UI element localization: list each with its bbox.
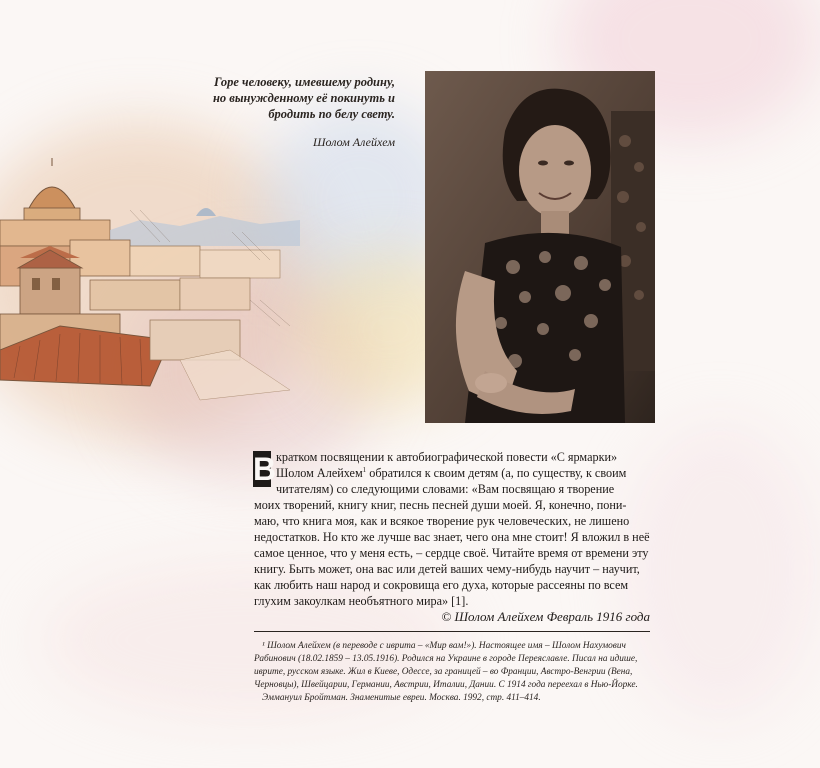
footnote-divider <box>254 631 650 632</box>
body-line: как любить наш народ и сокровища его духа, которые рассеяны по всем <box>254 578 629 592</box>
drop-cap: В <box>253 451 277 487</box>
footnote-line: ¹ Шолом Алейхем (в переводе с иврита – «Мир вам!»). Настоящее имя – Шолом Нахумович <box>262 641 626 651</box>
body-line: книгу. Быть может, она вас или детей ваших чему-нибудь научит – научит, <box>254 562 640 576</box>
epigraph-line: но вынужденному её покинуть и <box>212 91 395 105</box>
signature: © Шолом Алейхем Февраль 1916 года <box>441 609 650 624</box>
body-line: моих творений, книгу книг, песнь песней души моей. Я, конечно, пони- <box>254 498 627 512</box>
epigraph-line: Горе человеку, имевшему родину, <box>213 75 395 89</box>
footnote-line: иврите, русском языке. Жил в Киеве, Одессе, за границей – во Франции, Австро-Венгрии (Вена, <box>254 667 633 677</box>
footnote-line: Черновцы), Швейцарии, Германии, Австрии, Италии, Дании. С 1914 года переехал в Нью-Йорке. <box>254 680 638 690</box>
body-line: маю, что книга моя, как и всякое творение рук человеческих, не лишено <box>254 514 630 528</box>
body-line: читателям) со следующими словами: «Вам посвящаю я творение <box>276 482 615 496</box>
epigraph-author: Шолом Алейхем <box>313 135 395 149</box>
epigraph-quote <box>170 74 395 122</box>
body-line: глухим закоулкам необъятного мира» [1]. <box>254 594 469 608</box>
body-line: самое ценное, что у меня есть, – сердце своё. Читайте время от времени эту <box>254 546 649 560</box>
footnote-marker: 1 <box>362 465 367 474</box>
epigraph-line: бродить по белу свету. <box>268 107 395 121</box>
footnote-source: Эммануил Бройтман. Знаменитые евреи. Москва. 1992, стр. 411–414. <box>262 693 541 703</box>
body-line: кратком посвящении к автобиографической повести «С ярмарки» <box>276 450 618 464</box>
body-line: недостатков. Но кто же лучше вас знает, чего она мне стоит! Я вложил в неё <box>254 530 650 544</box>
body-line: Шолом Алейхем$^1$ обратился к своим детям (а, по существу, к своим <box>276 465 627 480</box>
jerusalem-illustration <box>0 150 300 410</box>
footnote-line: Рабинович (18.02.1859 – 13.05.1916). Родился на Украине в городе Переяславле. Писал на идише, <box>254 654 638 664</box>
portrait-photo <box>425 71 655 423</box>
